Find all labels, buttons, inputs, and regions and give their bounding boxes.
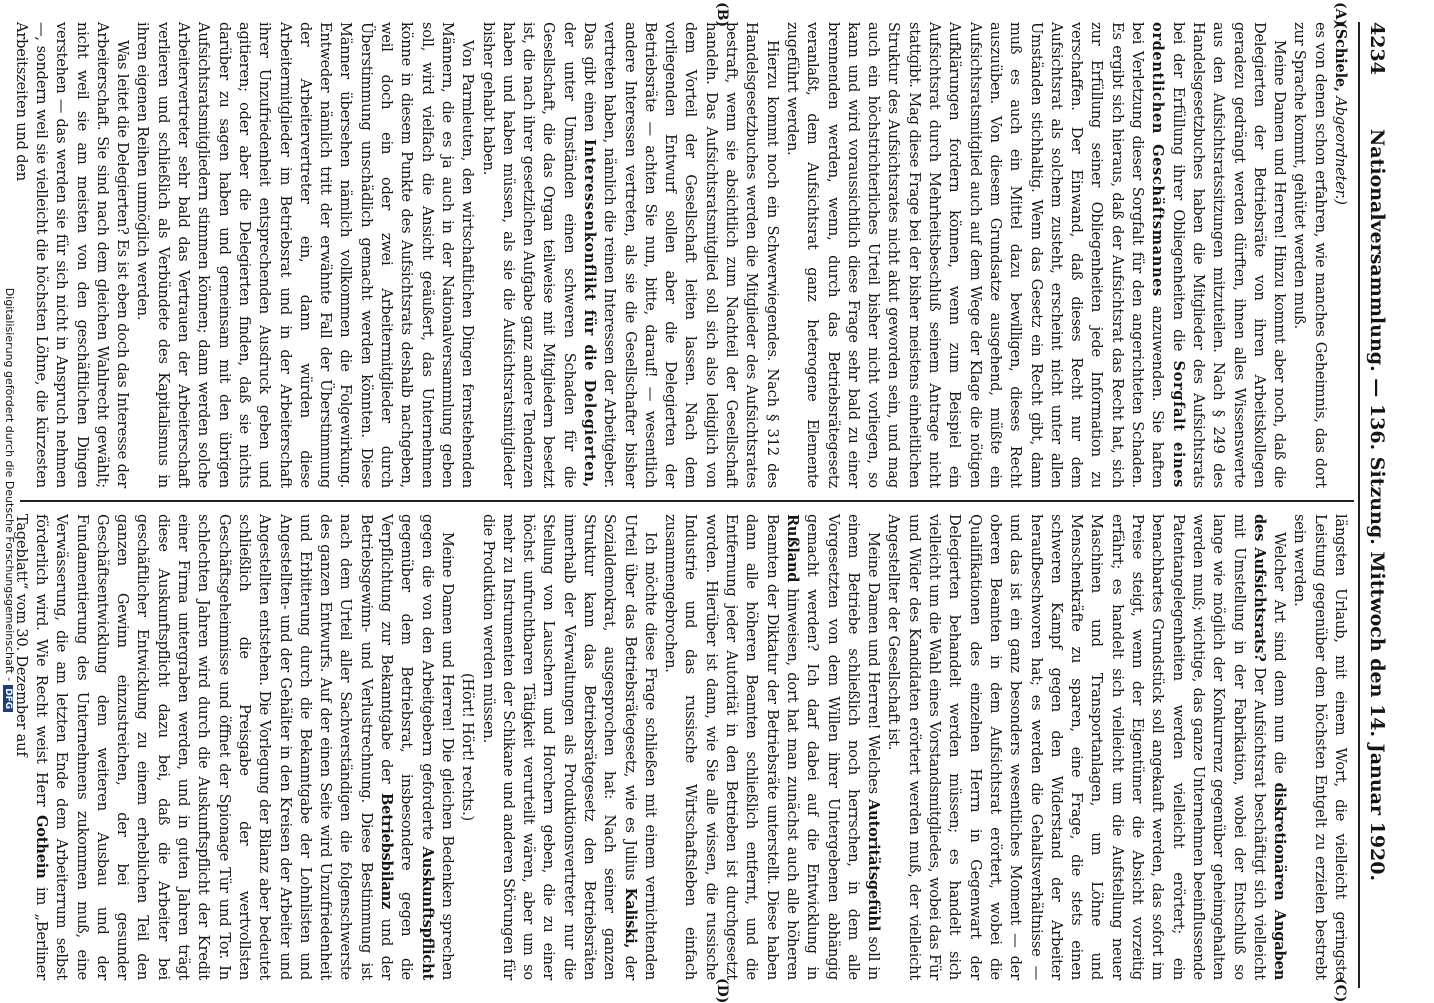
- text-run: gegenüber dem Betriebsrat, insbesondere gegen die Verpflichtung zur Bekanntgabe der: [378, 514, 416, 980]
- text-run: im „Berliner Tageblatt“ vom 30. Dezember auf: [12, 514, 50, 980]
- text-run: Meine Damen und Herren! Die gleichen Bedenken sprechen gegen die von den Arbeitgebern geforderte: [418, 514, 456, 980]
- paragraph: [782, 22, 1289, 488]
- margin-marker-c: (C): [1332, 978, 1348, 1003]
- text-run: anzuwenden. Sie haften bei Verletzung dieser Sorgfalt für den angerichteten Schaden. Es ergibt sich hieraus, daß der Aufsichtsrat das Recht hat, sich zur Erfüllung seiner Obliegenheiten jede Information zu verschaffen. Der Einwand, daß dieses Recht nur dem Aufsichtsrat als solchem zusteht, erscheint nicht unter allen Umständen stichhaltig. Wenn das Gesetz ein Recht gibt, dann muß es auch ein Mittel dazu bewilligen, dieses Recht auszuüben. Von diesem Grundsatze ausgehend, müßte ein Aufsichtsratsmitglied auch auf dem Wege der Klage die nötigen Aufklärungen fordern können, wenn zum Beispiel ein Aufsichtsrat durch Mehrheitsbeschluß seinem Antrage nicht stattgibt. Mag diese Frage bei der bisher meistens einheitlichen Struktur des Aufsichtsrates nicht akut geworden sein, und mag auch ein höchstrichterliches Urteil bisher nicht vorliegen, so kann und wird voraussichtlich diese Frage sehr bald zu einer brennenden werden, wenn, durch das Betriebsrätegesetz veranlaßt, dem Aufsichtsrat ganz heterogene Elemente zugeführt werden.: [783, 22, 1167, 488]
- speaker-line: [1330, 22, 1350, 488]
- emphasis: diskretionären Angaben des Aufsichtsrats?: [1250, 514, 1289, 981]
- emphasis: Autoritätsgefühl: [865, 799, 883, 932]
- speaker-name: (Schiele,: [1332, 22, 1349, 92]
- interjection: (Hört! Hört! rechts.): [459, 672, 477, 822]
- text-run: Meine Damen und Herren! Hinzu kommt aber noch, daß die Delegierten der Betriebsräte von ihren Arbeitskollegen geradezu gedrängt werden dürften, ihnen alles Wissenswerte aus den Aufsichtsratssitzungen mitzuteilen. Nach § 249 des Handelsgesetzbuches haben die Mitglieder des Aufsichtsrats bei der Erfüllung ihrer Obliegenheiten die: [1169, 22, 1289, 488]
- text-run: Der Aufsichtsrat beschäftigt sich vielleicht mit Umstellung in der Fabrikation, wobei der Entschluß so lange wie möglich der Konkurrenz gegenüber geheimgehalten werden muß; wichtige, das ganze Unternehmen beeinflussende Patentangelegenheiten werden vielleicht erörtert; ein benachbartes Grundstück soll angekauft werden, das sofort im Preise steigt, wenn der Eigentümer die Absicht vorzeitig erfährt; es handelt sich vielleicht um die Aufstellung neuer Maschinen und Transportanlagen, um Löhne und Menschenkräfte zu sparen, eine Frage, die stets einen schweren Kampf gegen den Widerstand der Arbeiter heraufbeschworen hat; es werden die Gehaltsverhältnisse — und das ist ein ganz besonders wesentliches Moment — der oberen Beamten in dem Aufsichtsrat erörtert, wobei die Qualifikationen des einzelnen Herrn in Gegenwart der Delegierten behandelt werden müssen; es handelt sich vielleicht um die Wahl eines Vorstandsmitgliedes, wobei das Für und Wider des Kandidaten erörtert werden muß, der vielleicht Angestellter der Gesellschaft ist.: [885, 514, 1268, 980]
- margin-marker-b: (B): [714, 2, 730, 28]
- paragraph: Von Parmleuten, den wirtschaftlichen Dingen fernstehenden Männern, die es ja auch in der Nationalversammlung geben soll, wird vielfach die Ansicht geäußert, das Unternehmen könne in diesem Punkte des Aufsichtsrats deshalb nachgeben, weil doch ein oder zwei Arbeitermitglieder durch Überstimmung unschädlich gemacht werden könnten. Diese Männer übersehen nämlich vollkommen die Folgewirkung. Entweder nämlich tritt der erwähnte Fall der Überstimmung der Arbeitervertreter ein, dann würden diese Arbeitermitglieder im Betriebsrat und in der Arbeiterschaft ihrer Unzufriedenheit entsprechenden Ausdruck geben und agitieren; oder aber die Delegierten finden, daß sie nichts darüber zu sagen haben und gemeinsam mit den übrigen Aufsichtsratsmitgliedern stimmen können; dann werden solche Arbeitervertreter sehr bald das Vertrauen der Arbeiterschaft verlieren und schließlich als Verbündete des Kapitalismus in ihren eigenen Reihen unmöglich werden.: [134, 22, 477, 488]
- page-number: 4234: [1366, 22, 1388, 75]
- speaker-role: Abgeordneter.): [1332, 96, 1349, 205]
- column-divider: [20, 500, 1354, 502]
- emphasis: Interessenkonflikt für die Delegierten,: [581, 138, 599, 488]
- text-run: soll in einem Betriebe schließlich noch herrschen, in dem alle Vorgesetzten von dem Willen ihrer Untergebenen abhängig gemacht werden? Ich darf dabei auf die Entwicklung in: [804, 514, 883, 980]
- digitization-credit: [0, 0, 16, 1000]
- text-run: hinweisen, dort hat man zunächst auch alle höheren Beamten der Diktatur der Betriebsräte unterstellt. Diese haben dann alle höheren Beamten schließlich entfernt, und die Entfernung jeder Autorität in den Betrieben ist durchgesetzt worden. Hierüber ist dann, wie Sie alle wissen, die russische Industrie und das russische Wirtschaftsleben einfach zusammengebrochen.: [662, 514, 801, 980]
- dfg-logo: DFG: [3, 685, 13, 712]
- paragraph: Was leitet die Delegierten? Es ist eben doch das Interesse der Arbeiterschaft. Sie sind nach dem gleichen Wahlrecht gewählt; nicht weil sie am meisten von den geschäftlichen Dingen verstehen — das werden sie für sich nicht in Anspruch nehmen —, sondern weil sie vielleicht die höchsten Löhne, die kürzesten Arbeitszeiten und den: [12, 22, 132, 488]
- margin-marker-a: (A): [1332, 2, 1348, 27]
- paragraph: [10, 514, 457, 980]
- emphasis: Rußland: [783, 514, 801, 583]
- emphasis: Kaliski,: [621, 887, 639, 949]
- paragraph: es von denen schon erfahren, wie manches Geheimnis, das dort zur Sprache kommt, gehütet werden muß.: [1291, 22, 1329, 488]
- margin-marker-d: (D): [714, 978, 730, 1003]
- text-run: der Sozialdemokrat, ausgesprochen hat: Nach seiner ganzen Struktur kann das Betriebsrätegesetz den Betriebsräten innerhalb der Verwaltungen als Produktionsvertreter nur die Stellung von Lauschern und Horchern geben, die zu einer höchst unfruchtbaren Tätigkeit verurteilt wären, aber um so mehr zu Instrumenten der Schikane und anderen Störungen für die Produktion werden müssen.: [479, 514, 639, 980]
- text-run: Ich möchte diese Frage schließen mit einem vernichtenden Urteil über das Betriebsrätegesetz, wie es Julius: [621, 514, 659, 980]
- page-title: Nationalversammlung. — 136. Sitzung. Mittwoch den 14. Januar 1920.: [1366, 128, 1388, 882]
- paragraph: [477, 22, 781, 488]
- text-run: und der Betriebsgewinn- und Verlustrechnung. Diese Bestimmung ist nach dem Urteil aller Sachverständigen die folgenschwerste des ganzen Entwurfs. Auf der einen Seite wird Unzufriedenheit und Erbitterung durch die Bekanntgabe der Lohnlisten und Angestellten- und der Gehälter in den Kreisen der Arbeiter und Angestellten entstehen. Die Vorlegung der Bilanz aber bedeutet schließlich die Preisgabe der wertvollsten Geschäftsgeheimnisse und öffnet der Spionage Tür und Tor. In schlechten Jahren wird durch die Auskunftspflicht der Kredit einer Firma untergraben werden, und in guten Jahren trägt diese Auskunftspflicht dazu bei, daß die Arbeiter bei geschäftlicher Entwicklung zu einem erheblichen Teil den ganzen Gewinn einzustreichen, der bei gesunder Geschäftsentwicklung dem weiteren Ausbau und der Fundamentierung des Unternehmens zukommen muß, eine Verwässerung, die am letzten Ende dem Arbeiterrum selbst förderlich wird. Wie Recht weist Herr: [33, 514, 396, 980]
- text-run: Meine Damen und Herren! Welches: [865, 532, 883, 794]
- text-run: der unter Umständen einen schweren Schaden für die Gesellschaft, die das Organ teilweise mit Mitgliedern besetzt ist, die nach ihrer gesetzlichen Aufgabe ganz andere Tendenzen haben und haben müssen, als sie die Aufsichtsratsmitglieder bisher gehabt haben.: [479, 22, 578, 488]
- emphasis: Gothein: [33, 814, 50, 879]
- page-header: [1358, 22, 1390, 988]
- left-column: [12, 22, 1350, 488]
- paragraph: längsten Urlaub, mit einem Wort, die vielleicht geringste Leistung gegenüber dem höchsten Entgelt zu erzielen bestrebt sein werden.: [1291, 514, 1349, 980]
- text-run: Hierzu kommt noch ein Schwerwiegendes. Nach § 312 des Handelsgesetzbuches werden die Mitglieder des Aufsichtsrates bestraft, wenn sie absichtlich zum Nachteil der Gesellschaft handeln. Das Aufsichtsratsmitglied soll sich also lediglich von dem Vorteil der Gesellschaft leiten lassen. Nach dem vorliegenden Entwurf sollen aber die Delegierten der Betriebsräte — achten Sie nun, bitte, darauf! — wesentlich andere Interessen vertreten, als sie die Gesellschafter bisher vertreten haben, nämlich die reinen Interessen der Arbeitgeber. Das gibt einen: [581, 22, 781, 488]
- emphasis: Auskunftspflicht: [418, 846, 436, 980]
- emphasis: Betriebsbilanz: [378, 792, 396, 910]
- paragraph: [883, 514, 1289, 980]
- text-run: Welcher Art sind denn nun die: [1271, 532, 1289, 774]
- emphasis: Sorgfalt eines ordentlichen Geschäftsmannes: [1149, 22, 1187, 488]
- credit-text: Digitalisierung gefördert durch die Deutsche Forschungsgemeinschaft -: [3, 287, 16, 682]
- paragraph: [660, 514, 883, 980]
- paragraph: [477, 514, 660, 980]
- right-column: [12, 514, 1350, 981]
